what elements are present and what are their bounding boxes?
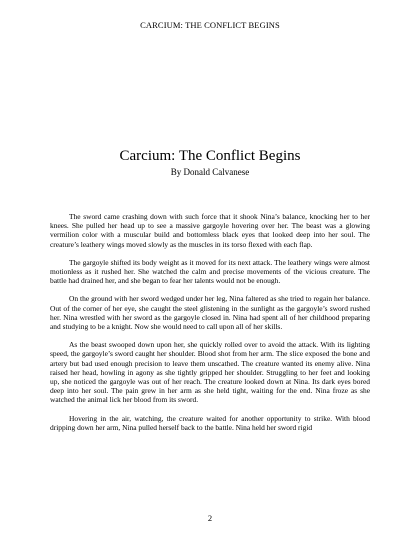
paragraph: On the ground with her sword wedged under her leg, Nina faltered as she tried to regain her balance. Out of the corner of her eye, she caught the steel glistening in the sunlight as the gargoyle’s sword rushed her. Nina wrestled with her sword as the gargoyle closed in. Nina had spent all of her childhood preparing and studying to be a knight. Now she would need to call upon all of her skills.: [50, 294, 370, 332]
paragraph: As the beast swooped down upon her, she quickly rolled over to avoid the attack. With its lighting speed, the gargoyle’s sword caught her shoulder. Blood shot from her arm. The slice exposed the bone and artery but bad used enough precision to leave them unscathed. The creature wanted its enemy alive. Nina raised her head, howling in agony as she tightly gripped her shoulder. Struggling to her feet and looking up, she noticed the gargoyle was out of her reach. The creature looked down at Nina. Its dark eyes bored deep into her soul. The pain grew in her arm as she held tight, waiting for the end. Nina froze as she watched the animal lick her blood from its sword.: [50, 340, 370, 405]
story-body: [50, 212, 370, 441]
page-number: 2: [207, 513, 213, 523]
paragraph: The sword came crashing down with such force that it shook Nina’s balance, knocking her to her knees. She pulled her head up to see a massive gargoyle hovering over her. The beast was a glowing vermilion color with a muscular build and bottomless black eyes that looked deep into her soul. The creature’s leathery wings moved slowly as the muscles in its torso flexed with each flap.: [50, 212, 370, 249]
story-byline: By Donald Calvanese: [170, 167, 250, 177]
running-header: CARCIUM: THE CONFLICT BEGINS: [140, 20, 280, 30]
paragraph: The gargoyle shifted its body weight as it moved for its next attack. The leathery wings were almost motionless as it rushed her. She watched the calm and precise movements of the vicious creature. The battle had drained her, and she began to fear her talents would not be enough.: [50, 257, 370, 286]
story-title: Carcium: The Conflict Begins: [119, 148, 301, 164]
paragraph: Hovering in the air, watching, the creature waited for another opportunity to strike. With blood dripping down her arm, Nina pulled herself back to the battle. Nina held her sword rigid: [50, 413, 370, 432]
